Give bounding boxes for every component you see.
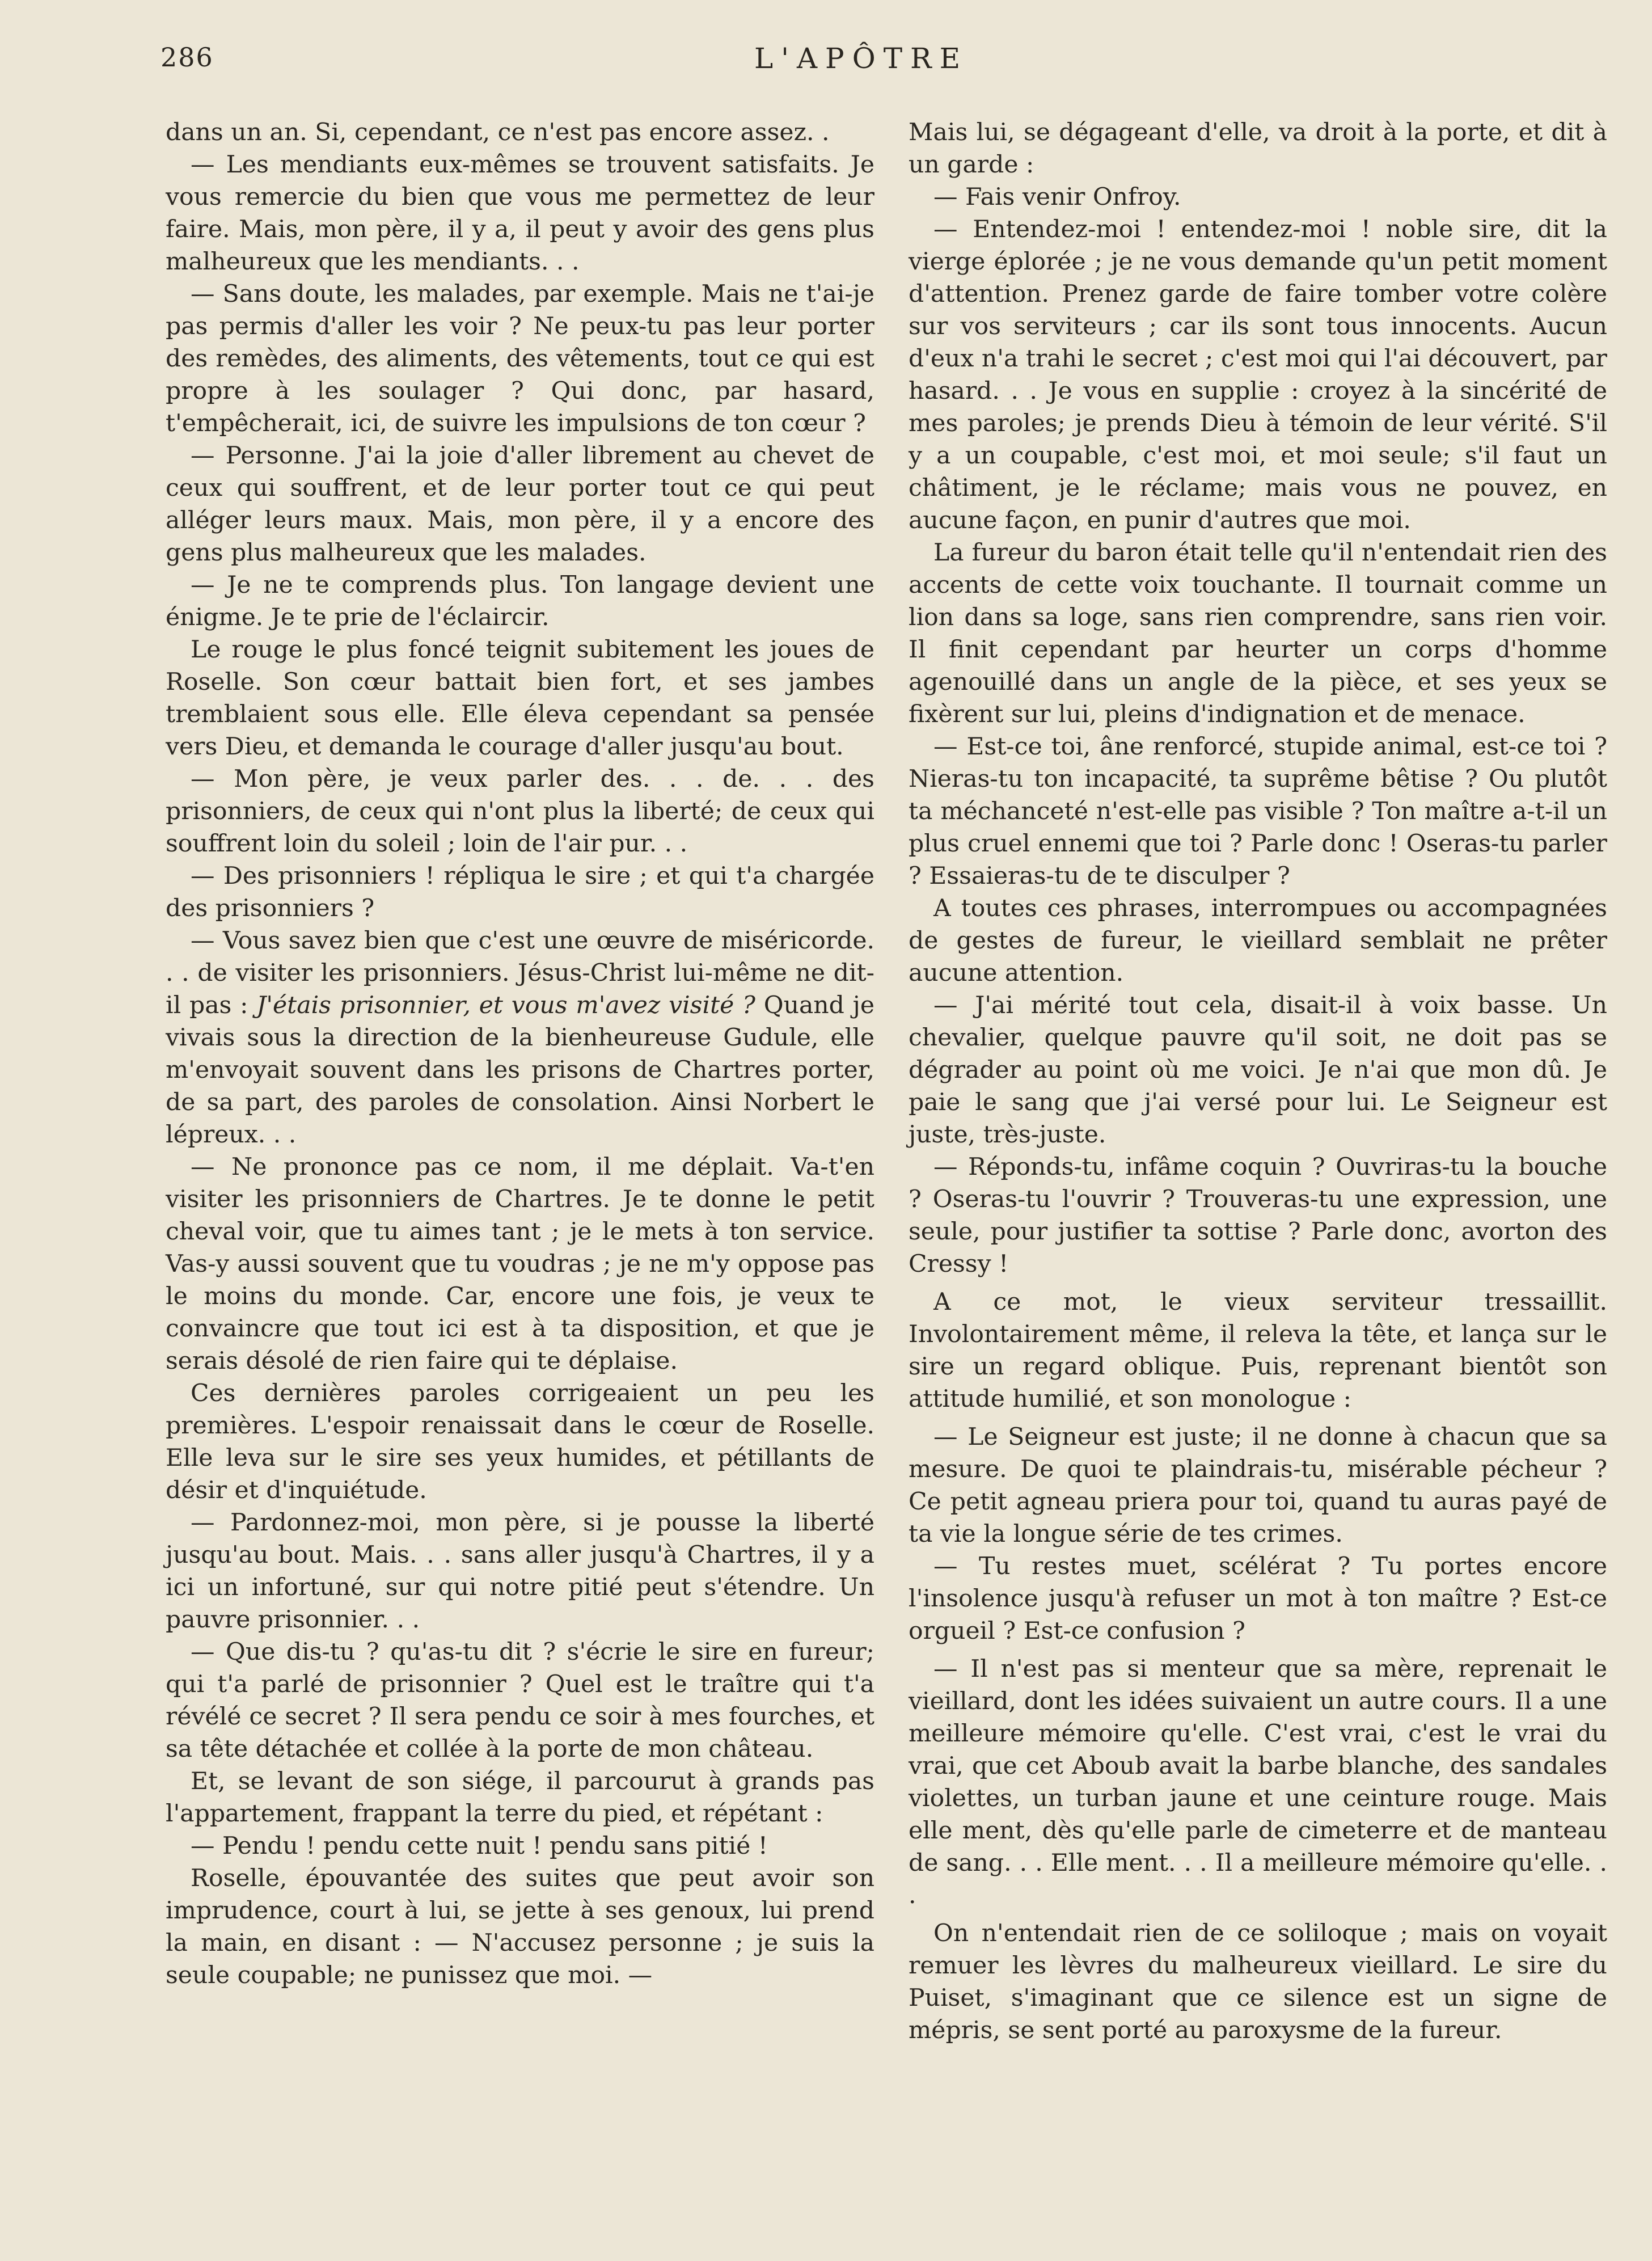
paragraph: Roselle, épouvantée des suites que peut avoir son imprudence, court à lui, se jette à ses genoux, lui prend la main, en disant : — N'accusez personne ; je suis la seule coupable; ne punissez que moi. — [166,1865,874,1989]
right-column [909,116,1607,2047]
paragraph: — Pardonnez-moi, mon père, si je pousse la liberté jusqu'au bout. Mais. . . sans aller jusqu'à Chartres, il y a ici un infortuné, sur qui notre pitié peut s'étendre. Un pauvre prisonnier. . . [166,1509,874,1634]
page-number: 286 [160,42,214,73]
paragraph: — Il n'est pas si menteur que sa mère, reprenait le vieillard, dont les idées suivaient un autre cours. Il a une meilleure mémoire qu'elle. C'est vrai, c'est le vrai du vrai, que cet Aboub avait la barbe blanche, des sandales violettes, un turban jaune et une ceinture rouge. Mais elle ment, dès qu'elle parle de cimeterre et de manteau de sang. . . Elle ment. . . Il a meilleure mémoire qu'elle. . . [909,1655,1607,1909]
running-title: L'APÔTRE [754,42,969,75]
paragraph: dans un an. Si, cependant, ce n'est pas encore assez. . [166,119,830,146]
paragraph: Mais lui, se dégageant d'elle, va droit à la porte, et dit à un garde : [909,119,1607,179]
paragraph: Et, se levant de son siége, il parcourut à grands pas l'appartement, frappant la terre du pied, et répétant : [166,1768,874,1828]
paragraph: — Des prisonniers ! répliqua le sire ; et qui t'a chargée des prisonniers ? [166,862,874,922]
paragraph [166,925,874,1151]
paragraph: La fureur du baron était telle qu'il n'entendait rien des accents de cette voix touchante. Il tournait comme un lion dans sa loge, sans rien comprendre, sans rien voir. Il finit cependant par heurter un corps d'homme agenouillé dans un angle de la pièce, et ses yeux se fixèrent sur lui, pleins d'indignation et de menace. [909,539,1607,728]
scripture-quote: J'étais prisonnier, et vous m'avez visité ? [256,992,755,1019]
paragraph: — J'ai mérité tout cela, disait-il à voix basse. Un chevalier, quelque pauvre qu'il soit, ne doit pas se dégrader au point où me voici. Je n'ai que mon dû. Je paie le sang que j'ai versé pour lui. Le Seigneur est juste, très-juste. [909,992,1607,1149]
paragraph: — Sans doute, les malades, par exemple. Mais ne t'ai-je pas permis d'aller les voir ? Ne peux-tu pas leur porter des remèdes, des aliments, des vêtements, tout ce qui est propre à les soulager ? Qui donc, par hasard, t'empêcherait, ici, de suivre les impulsions de ton cœur ? [166,280,874,437]
paragraph: — Le Seigneur est juste; il ne donne à chacun que sa mesure. De quoi te plaindrais-tu, misérable pécheur ? Ce petit agneau priera pour toi, quand tu auras payé de ta vie la longue série de tes crimes. [909,1423,1607,1548]
text-span: — Vous savez bien que c'est une œuvre de miséricorde. . . de visiter les prisonniers. Jésus-Christ lui-même ne dit-il pas : [166,927,874,1019]
left-column [166,116,874,1992]
paragraph: Le rouge le plus foncé teignit subitement les joues de Roselle. Son cœur battait bien fort, et ses jambes tremblaient sous elle. Elle éleva cependant sa pensée vers Dieu, et demanda le courage d'aller jusqu'au bout. [166,636,874,761]
paragraph: Ces dernières paroles corrigeaient un peu les premières. L'espoir renaissait dans le cœur de Roselle. Elle leva sur le sire ses yeux humides, et pétillants de désir et d'inquiétude. [166,1380,874,1504]
paragraph: — Que dis-tu ? qu'as-tu dit ? s'écrie le sire en fureur; qui t'a parlé de prisonnier ? Quel est le traître qui t'a révélé ce secret ? Il sera pendu ce soir à mes fourches, et sa tête détachée et collée à la porte de mon château. [166,1638,874,1763]
paragraph: — Ne prononce pas ce nom, il me déplait. Va-t'en visiter les prisonniers de Chartres. Je te donne le petit cheval voir, que tu aimes tant ; je le mets à ton service. Vas-y aussi souvent que tu voudras ; je ne m'y oppose pas le moins du monde. Car, encore une fois, je veux te convaincre que tout ici est à ta disposition, et que je serais désolé de rien faire qui te déplaise. [166,1153,874,1375]
paragraph: — Les mendiants eux-mêmes se trouvent satisfaits. Je vous remercie du bien que vous me permettez de leur faire. Mais, mon père, il y a, il peut y avoir des gens plus malheureux que les mendiants. . . [166,151,874,276]
paragraph: — Mon père, je veux parler des. . . de. . . des prisonniers, de ceux qui n'ont plus la liberté; de ceux qui souffrent loin du soleil ; loin de l'air pur. . . [166,765,874,858]
paragraph: A ce mot, le vieux serviteur tressaillit. Involontairement même, il releva la tête, et lança sur le sire un regard oblique. Puis, reprenant bientôt son attitude humilié, et son monologue : [909,1288,1607,1413]
paragraph: — Entendez-moi ! entendez-moi ! noble sire, dit la vierge éplorée ; je ne vous demande qu'un petit moment d'attention. Prenez garde de faire tomber votre colère sur vos serviteurs ; car ils sont tous innocents. Aucun d'eux n'a trahi le secret ; c'est moi qui l'ai découvert, par hasard. . . Je vous en supplie : croyez à la sincérité de mes paroles; je prends Dieu à témoin de leur vérité. S'il y a un coupable, c'est moi, et moi seule; s'il faut un châtiment, je le réclame; mais vous ne pouvez, en aucune façon, en punir d'autres que moi. [909,216,1607,534]
paragraph: — Pendu ! pendu cette nuit ! pendu sans pitié ! [191,1832,768,1860]
paragraph: — Personne. J'ai la joie d'aller librement au chevet de ceux qui souffrent, et de leur porter tout ce qui peut alléger leurs maux. Mais, mon père, il y a encore des gens plus malheureux que les malades. [166,442,874,567]
paragraph: — Je ne te comprends plus. Ton langage devient une énigme. Je te prie de l'éclaircir. [166,571,874,631]
paragraph: On n'entendait rien de ce soliloque ; mais on voyait remuer les lèvres du malheureux vieillard. Le sire du Puiset, s'imaginant que ce silence est un signe de mépris, se sent porté au paroxysme de la fureur. [909,1920,1607,2044]
paragraph: — Tu restes muet, scélérat ? Tu portes encore l'insolence jusqu'à refuser un mot à ton maître ? Est-ce orgueil ? Est-ce confusion ? [909,1553,1607,1645]
paragraph: — Est-ce toi, âne renforcé, stupide animal, est-ce toi ? Nieras-tu ton incapacité, ta suprême bêtise ? Ou plutôt ta méchanceté n'est-elle pas visible ? Ton maître a-t-il un plus cruel ennemi que toi ? Parle donc ! Oseras-tu parler ? Essaieras-tu de te disculper ? [909,733,1607,890]
paragraph: — Réponds-tu, infâme coquin ? Ouvriras-tu la bouche ? Oseras-tu l'ouvrir ? Trouveras-tu une expression, une seule, pour justifier ta sottise ? Parle donc, avorton des Cressy ! [909,1153,1607,1278]
text-span: Quand je vivais sous la direction de la bienheureuse Gudule, elle m'envoyait souvent dans les prisons de Chartres porter, de sa part, des paroles de consolation. Ainsi Norbert le lépreux. . . [166,992,875,1149]
paragraph: — Fais venir Onfroy. [933,183,1181,211]
paragraph: A toutes ces phrases, interrompues ou accompagnées de gestes de fureur, le vieillard semblait ne prêter aucune attention. [909,895,1607,987]
